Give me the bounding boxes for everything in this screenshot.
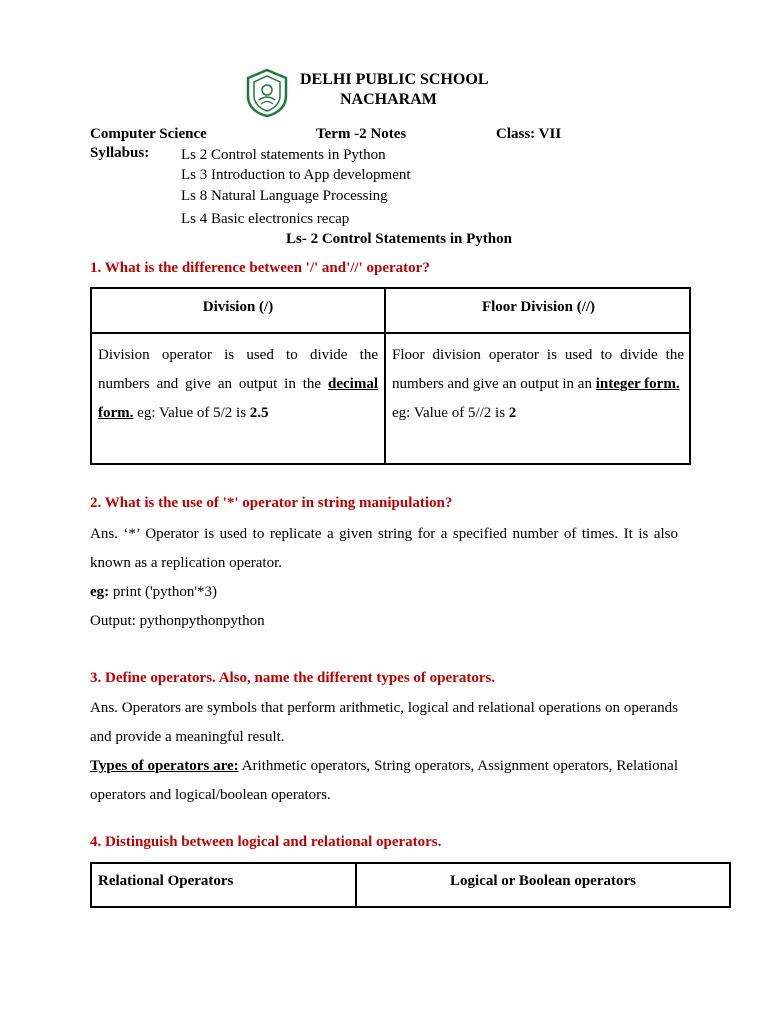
- types-text: Arithmetic operators, String operators, Assignment operators, Relational operators and logical/boolean operators.: [90, 758, 678, 803]
- cell-emphasis: integer form.: [595, 376, 680, 392]
- eg-code: print ('python'*3): [109, 584, 218, 600]
- syllabus-item: Ls 2 Control statements in Python: [181, 147, 386, 163]
- cell-text: Division operator is used to divide the numbers and give an output in the: [98, 347, 378, 392]
- table-header-relational: Relational Operators: [98, 873, 234, 889]
- question-4: 4. Distinguish between logical and relational operators.: [90, 834, 442, 850]
- syllabus-item: Ls 4 Basic electronics recap: [181, 211, 350, 227]
- types-paragraph: [90, 752, 678, 810]
- cell-text: eg: Value of 5/2 is: [133, 405, 250, 421]
- term-label: Term -2 Notes: [316, 126, 407, 142]
- answer-3: Ans. Operators are symbols that perform arithmetic, logical and relational operations on operands and provide a meaningful result.: [90, 700, 678, 745]
- syllabus-label: Syllabus:: [90, 145, 150, 161]
- table-header-logical: Logical or Boolean operators: [450, 873, 636, 889]
- subject-label: Computer Science: [90, 126, 207, 142]
- division-comparison-table: [90, 287, 691, 465]
- question-3: 3. Define operators. Also, name the different types of operators.: [90, 670, 496, 686]
- question-2: 2. What is the use of '*' operator in string manipulation?: [90, 495, 453, 511]
- types-label: Types of operators are:: [90, 758, 239, 774]
- school-branch: NACHARAM: [340, 91, 437, 108]
- table-header-floor-division: Floor Division (//): [481, 299, 596, 315]
- table-divider: [92, 332, 689, 334]
- table-header-division: Division (/): [202, 299, 274, 315]
- class-label: Class: VII: [496, 126, 562, 142]
- school-logo-icon: [244, 68, 290, 118]
- cell-text: eg: Value of 5//2 is: [392, 405, 509, 421]
- cell-emphasis: decimal form.: [98, 376, 378, 421]
- syllabus-item: Ls 8 Natural Language Processing: [181, 188, 388, 204]
- table-cell-division: [98, 341, 378, 428]
- question-1: 1. What is the difference between '/' and'//' operator?: [90, 260, 430, 276]
- eg-label: eg:: [90, 584, 110, 600]
- output-line: Output: pythonpythonpython: [90, 613, 265, 629]
- cell-value: 2.5: [249, 405, 269, 421]
- lesson-title: Ls- 2 Control Statements in Python: [286, 231, 512, 247]
- answer-2: Ans. ‘*’ Operator is used to replicate a given string for a specified number of times. It is also known as a replication operator.: [90, 526, 678, 571]
- cell-value: 2: [508, 405, 517, 421]
- cell-text: Floor division operator is used to divide the numbers and give an output in an: [392, 347, 684, 392]
- school-name: DELHI PUBLIC SCHOOL: [300, 71, 489, 88]
- operators-comparison-table: [90, 862, 731, 908]
- syllabus-item: Ls 3 Introduction to App development: [181, 167, 411, 183]
- table-cell-floor-division: [392, 341, 684, 428]
- example-line: [90, 578, 678, 607]
